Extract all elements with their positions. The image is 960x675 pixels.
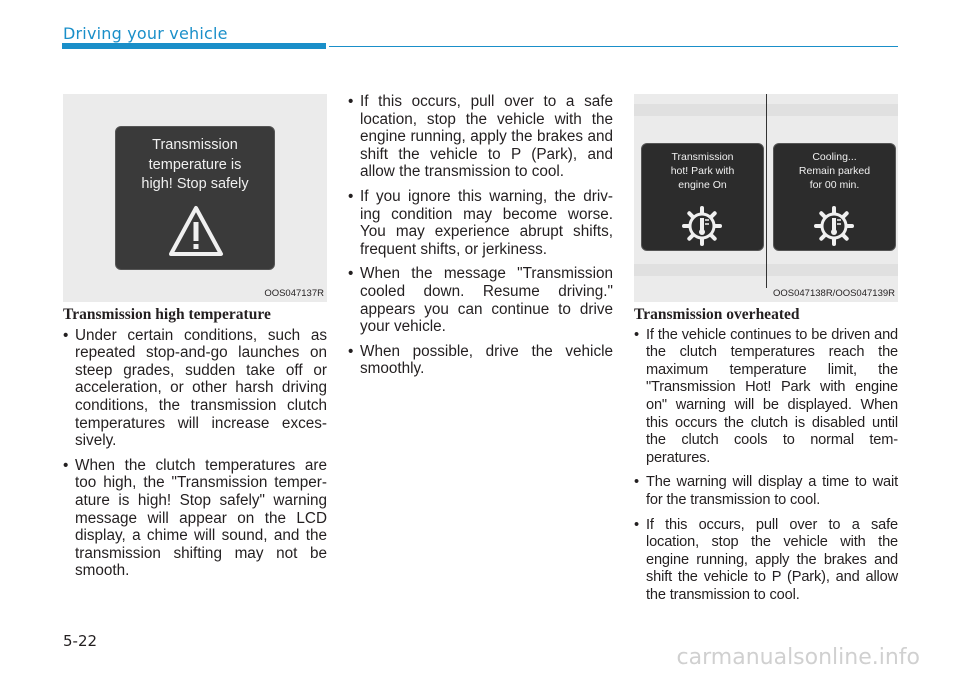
bullet-item: • If this occurs, pull over to a safe location, stop the vehicle with the engine running, apply the brakes and shift the vehicle to P (Park), and allow the transmission to cool.: [348, 93, 613, 181]
lcd-line: for 00 min.: [809, 179, 860, 191]
sub-heading: Transmission high temperature: [63, 306, 271, 323]
lcd-line: Cooling...: [812, 151, 857, 163]
column-middle: [348, 93, 613, 385]
watermark: carmanualsonline.info: [676, 645, 920, 670]
figure-divider: [766, 94, 767, 288]
lcd-line: temperature is: [148, 156, 242, 173]
figure-caption: OOS047137R: [264, 288, 324, 299]
lcd-message: [116, 136, 274, 195]
bullet-item: • The warning will display a time to wait for the transmission to cool.: [634, 474, 898, 509]
sub-heading: Transmission overheated: [634, 306, 800, 323]
lcd-display-cooling: [773, 143, 896, 251]
lcd-line: Remain parked: [798, 165, 871, 177]
figure-transmission-temperature: [63, 94, 327, 302]
column-right: [634, 306, 898, 612]
page-number: 5-22: [63, 632, 98, 650]
lcd-line: Transmission: [671, 151, 734, 163]
transmission-temperature-icon: [682, 206, 722, 246]
header-rule-thick: [62, 43, 326, 49]
bullet-item: • When the clutch temperatures are too high, the "Transmission temper-ature is high! Stop safely" warning message will appear on the LCD display, a chime will sound, and the transmission shifting may not be smooth.: [63, 457, 327, 580]
bullet-item: • If the vehicle continues to be driven and the clutch temperatures reach the maximum temperature limit, the "Transmission Hot! Park with engine on" warning will be displayed. When this occurs the clutch is disabled until the clutch cools to normal tem-peratures.: [634, 327, 898, 468]
lcd-line: hot! Park with: [670, 165, 735, 177]
header-rule-thin: [329, 46, 898, 47]
lcd-line: Transmission: [152, 137, 238, 153]
bullet-item: • Under certain conditions, such as repeated stop-and-go launches on steep grades, sudden take off or acceleration, or other harsh driving conditions, the transmission clutch temperatures will increase exces-sively.: [63, 327, 327, 450]
lcd-line: engine On: [678, 179, 727, 191]
lcd-line: high! Stop safely: [141, 176, 249, 192]
bullet-item: • If you ignore this warning, the driv-ing condition may become worse. You may experience abrupt shifts, frequent shifts, or jerkiness.: [348, 188, 613, 258]
column-left: [63, 306, 327, 587]
lcd-message: [642, 150, 763, 192]
lcd-display-hot: [641, 143, 764, 251]
section-header: Driving your vehicle: [63, 24, 228, 43]
bullet-item: • When possible, drive the vehicle smoothly.: [348, 343, 613, 378]
bullet-item: • When the message "Transmission cooled down. Resume driving." appears you can continue to drive your vehicle.: [348, 265, 613, 335]
transmission-temperature-icon: [814, 206, 854, 246]
lcd-message: [774, 150, 895, 192]
figure-transmission-hot: [634, 94, 898, 302]
warning-triangle-icon: [168, 205, 224, 257]
bullet-item: • If this occurs, pull over to a safe location, stop the vehicle with the engine running, apply the brakes and shift the vehicle to P (Park), and allow the transmission to cool.: [634, 517, 898, 605]
figure-caption: OOS047138R/OOS047139R: [773, 288, 895, 299]
lcd-display: [115, 126, 275, 270]
